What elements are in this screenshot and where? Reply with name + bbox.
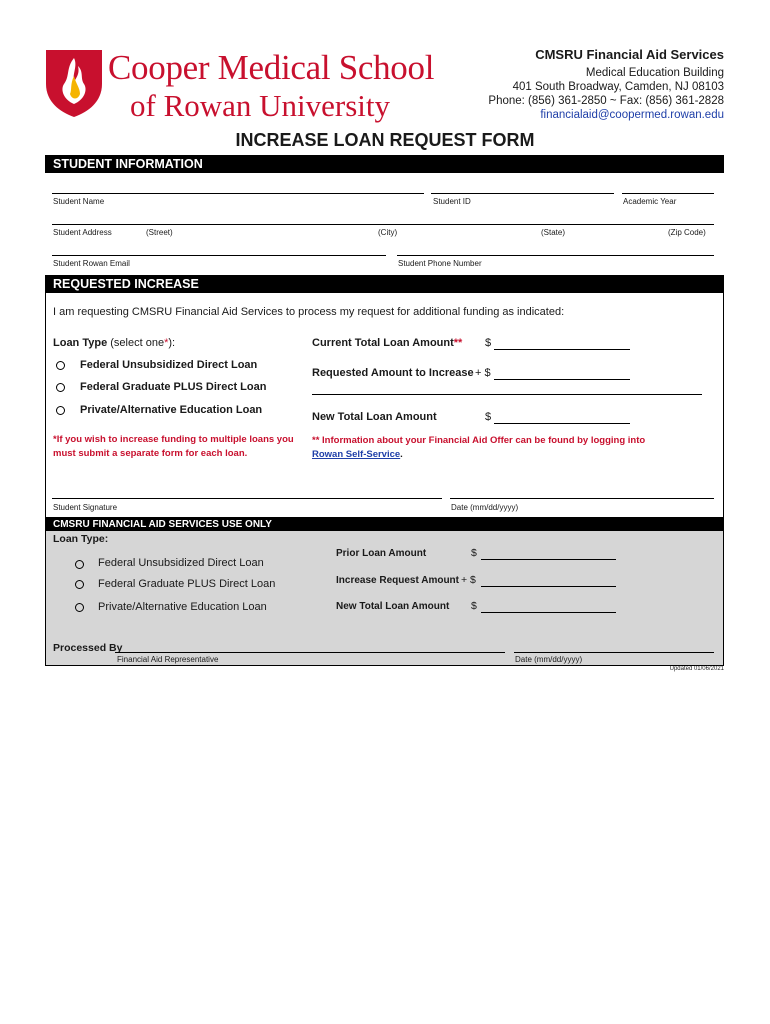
requested-increase-header bbox=[45, 275, 724, 293]
signature-date-line[interactable] bbox=[450, 498, 714, 499]
logo-line1: Cooper Medical School bbox=[108, 48, 435, 87]
current-total-input[interactable] bbox=[494, 349, 630, 350]
current-total-dollar: $ bbox=[485, 337, 492, 349]
current-total-label: Current Total Loan Amount** bbox=[312, 337, 463, 349]
signature-date-label: Date (mm/dd/yyyy) bbox=[451, 503, 519, 512]
office-loan-type-label: Loan Type: bbox=[53, 533, 109, 545]
processed-by-line[interactable] bbox=[115, 652, 505, 653]
office-use-section bbox=[45, 518, 724, 666]
office-option-grad-plus: Federal Graduate PLUS Direct Loan bbox=[98, 578, 276, 590]
form-title: INCREASE LOAN REQUEST FORM bbox=[235, 130, 535, 150]
prior-amount-input[interactable] bbox=[481, 559, 616, 560]
office-use-header bbox=[45, 518, 724, 531]
student-phone-line[interactable] bbox=[397, 255, 714, 256]
multiple-loans-note-2: must submit a separate form for each loan. bbox=[53, 448, 248, 459]
new-total-input[interactable] bbox=[494, 423, 630, 424]
requested-increase-title: REQUESTED INCREASE bbox=[53, 277, 199, 291]
office-new-total-input[interactable] bbox=[481, 612, 616, 613]
academic-year-label: Academic Year bbox=[623, 197, 677, 206]
student-name-label: Student Name bbox=[53, 197, 105, 206]
radio-private[interactable] bbox=[56, 406, 65, 415]
processed-by-label: Processed By bbox=[53, 642, 123, 654]
increase-amount-dollar: + $ bbox=[461, 574, 476, 586]
sum-divider bbox=[312, 394, 702, 395]
option-private-label: Private/Alternative Education Loan bbox=[80, 404, 263, 416]
multiple-loans-note-1: *If you wish to increase funding to multiple loans you bbox=[53, 434, 294, 445]
student-info-title: STUDENT INFORMATION bbox=[53, 157, 203, 171]
office-email-link[interactable]: financialaid@coopermed.rowan.edu bbox=[540, 109, 724, 121]
prior-amount-dollar: $ bbox=[471, 547, 477, 559]
new-total-dollar: $ bbox=[485, 411, 492, 423]
office-use-title: CMSRU FINANCIAL AID SERVICES USE ONLY bbox=[53, 519, 272, 530]
radio-unsubsidized[interactable] bbox=[56, 361, 65, 370]
option-unsubsidized-label: Federal Unsubsidized Direct Loan bbox=[80, 359, 258, 371]
student-email-label: Student Rowan Email bbox=[53, 259, 130, 268]
loan-type-heading: Loan Type (select one*): bbox=[53, 337, 176, 349]
requested-amount-input[interactable] bbox=[494, 379, 630, 380]
student-email-line[interactable] bbox=[52, 255, 386, 256]
office-radio-unsubsidized[interactable] bbox=[75, 560, 84, 569]
state-label: (State) bbox=[541, 228, 566, 237]
student-id-label: Student ID bbox=[433, 197, 471, 206]
updated-date: Updated 01/06/2021 bbox=[669, 666, 724, 672]
increase-amount-input[interactable] bbox=[481, 586, 616, 587]
new-total-label: New Total Loan Amount bbox=[312, 411, 437, 423]
increase-amount-label: Increase Request Amount bbox=[336, 575, 459, 586]
radio-grad-plus[interactable] bbox=[56, 383, 65, 392]
logo-line2: of Rowan University bbox=[130, 88, 391, 123]
office-new-total-label: New Total Loan Amount bbox=[336, 601, 450, 612]
requested-amount-label: Requested Amount to Increase bbox=[312, 367, 474, 379]
prior-amount-label: Prior Loan Amount bbox=[336, 548, 427, 559]
school-logo bbox=[44, 46, 104, 118]
office-title: CMSRU Financial Aid Services bbox=[535, 47, 724, 62]
student-address-label: Student Address bbox=[53, 228, 112, 237]
processed-date-label: Date (mm/dd/yyyy) bbox=[515, 655, 583, 664]
student-phone-label: Student Phone Number bbox=[398, 259, 482, 268]
office-building: Medical Education Building bbox=[585, 67, 724, 79]
student-signature-label: Student Signature bbox=[53, 503, 118, 512]
office-phone: Phone: (856) 361-2850 ~ Fax: (856) 361-2828 bbox=[488, 95, 724, 107]
processed-date-line[interactable] bbox=[514, 652, 714, 653]
office-address: 401 South Broadway, Camden, NJ 08103 bbox=[512, 81, 724, 93]
representative-label: Financial Aid Representative bbox=[117, 655, 219, 664]
student-id-line[interactable] bbox=[431, 193, 614, 194]
option-grad-plus-label: Federal Graduate PLUS Direct Loan bbox=[80, 381, 267, 393]
office-new-total-dollar: $ bbox=[471, 600, 477, 612]
student-address-line[interactable] bbox=[52, 224, 714, 225]
self-service-line: Rowan Self-Service. bbox=[312, 449, 403, 460]
city-label: (City) bbox=[378, 228, 398, 237]
flame-shield-icon bbox=[44, 46, 104, 118]
requested-amount-dollar: + $ bbox=[475, 367, 491, 379]
student-name-line[interactable] bbox=[52, 193, 424, 194]
office-radio-grad-plus[interactable] bbox=[75, 580, 84, 589]
rowan-self-service-link[interactable]: Rowan Self-Service bbox=[312, 449, 401, 460]
academic-year-line[interactable] bbox=[622, 193, 714, 194]
student-signature-line[interactable] bbox=[52, 498, 442, 499]
office-option-unsubsidized: Federal Unsubsidized Direct Loan bbox=[98, 557, 264, 569]
office-option-private: Private/Alternative Education Loan bbox=[98, 601, 267, 613]
zip-label: (Zip Code) bbox=[668, 228, 706, 237]
offer-info-note: ** Information about your Financial Aid Offer can be found by logging into bbox=[312, 435, 646, 446]
office-radio-private[interactable] bbox=[75, 603, 84, 612]
street-label: (Street) bbox=[146, 228, 173, 237]
request-intro: I am requesting CMSRU Financial Aid Services to process my request for additional funding as indicated: bbox=[53, 306, 565, 318]
student-info-header bbox=[45, 155, 724, 173]
